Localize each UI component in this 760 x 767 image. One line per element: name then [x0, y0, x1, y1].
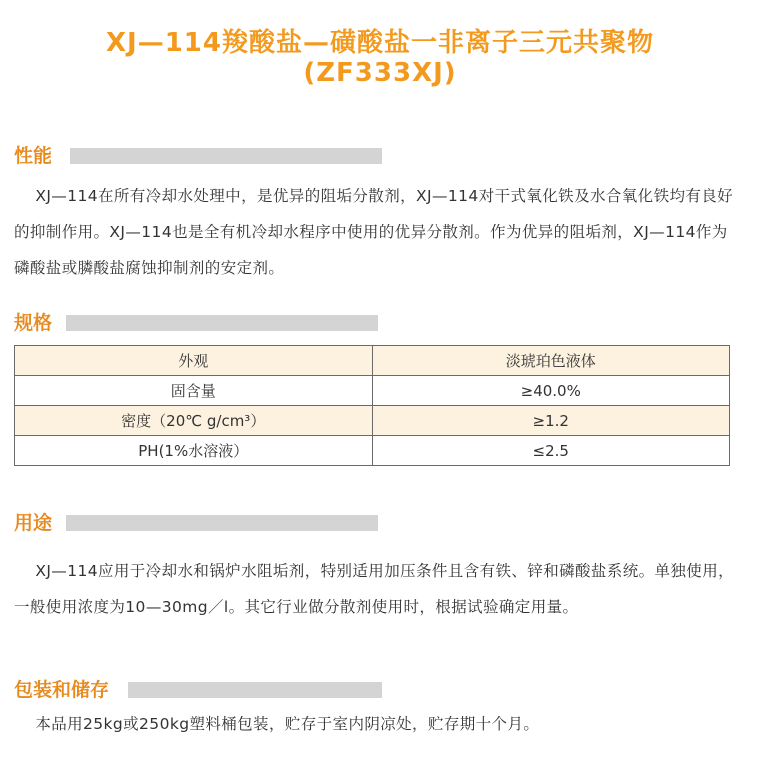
document-title: XJ—114羧酸盐—磺酸盐一非离子三元共聚物: [106, 28, 654, 58]
table-row: [15, 376, 730, 406]
section-heading-label: 性能: [14, 145, 53, 167]
table-row: [15, 436, 730, 466]
document-subtitle-code: (ZF333XJ): [303, 58, 457, 88]
section-heading-label: 规格: [14, 312, 53, 334]
spec-value-cell: ≤2.5: [372, 436, 730, 466]
section-heading-usage: [14, 511, 380, 535]
storage-text: 本品用25kg或250kg塑料桶包装，贮存于室内阴凉处，贮存期十个月。: [14, 715, 540, 733]
spec-value-cell: ≥40.0%: [372, 376, 730, 406]
table-row: [15, 406, 730, 436]
section-heading-bar: [70, 148, 382, 164]
spec-name-cell: 固含量: [15, 376, 373, 406]
usage-text: XJ—114应用于冷却水和锅炉水阻垢剂，特别适用加压条件且含有铁、锌和磷酸盐系统。单独使用，一般使用浓度为10—30mg／l。其它行业做分散剂使用时，根据试验确定用量。: [14, 562, 734, 616]
spec-name-cell: 外观: [15, 346, 373, 376]
section-heading-storage: [14, 678, 382, 702]
spec-table: [14, 345, 730, 466]
spec-name-cell: PH(1%水溶液）: [15, 436, 373, 466]
spec-value-cell: 淡琥珀色液体: [372, 346, 730, 376]
performance-text: XJ—114在所有冷却水处理中，是优异的阻垢分散剂，XJ—114对干式氧化铁及水合氧化铁均有良好的抑制作用。XJ—114也是全有机冷却水程序中使用的优异分散剂。作为优异的阻垢剂，XJ—114作为磷酸盐或膦酸盐腐蚀抑制剂的安定剂。: [14, 187, 734, 277]
section-heading-spec: [14, 311, 380, 335]
section-heading-bar: [128, 682, 382, 698]
spec-value-cell: ≥1.2: [372, 406, 730, 436]
section-heading-performance: [14, 144, 384, 168]
section-heading-bar: [66, 315, 378, 331]
table-row: [15, 346, 730, 376]
section-heading-label: 用途: [14, 512, 53, 534]
section-heading-bar: [66, 515, 378, 531]
spec-name-cell: 密度（20℃ g/cm³）: [15, 406, 373, 436]
section-heading-label: 包装和储存: [14, 679, 110, 701]
